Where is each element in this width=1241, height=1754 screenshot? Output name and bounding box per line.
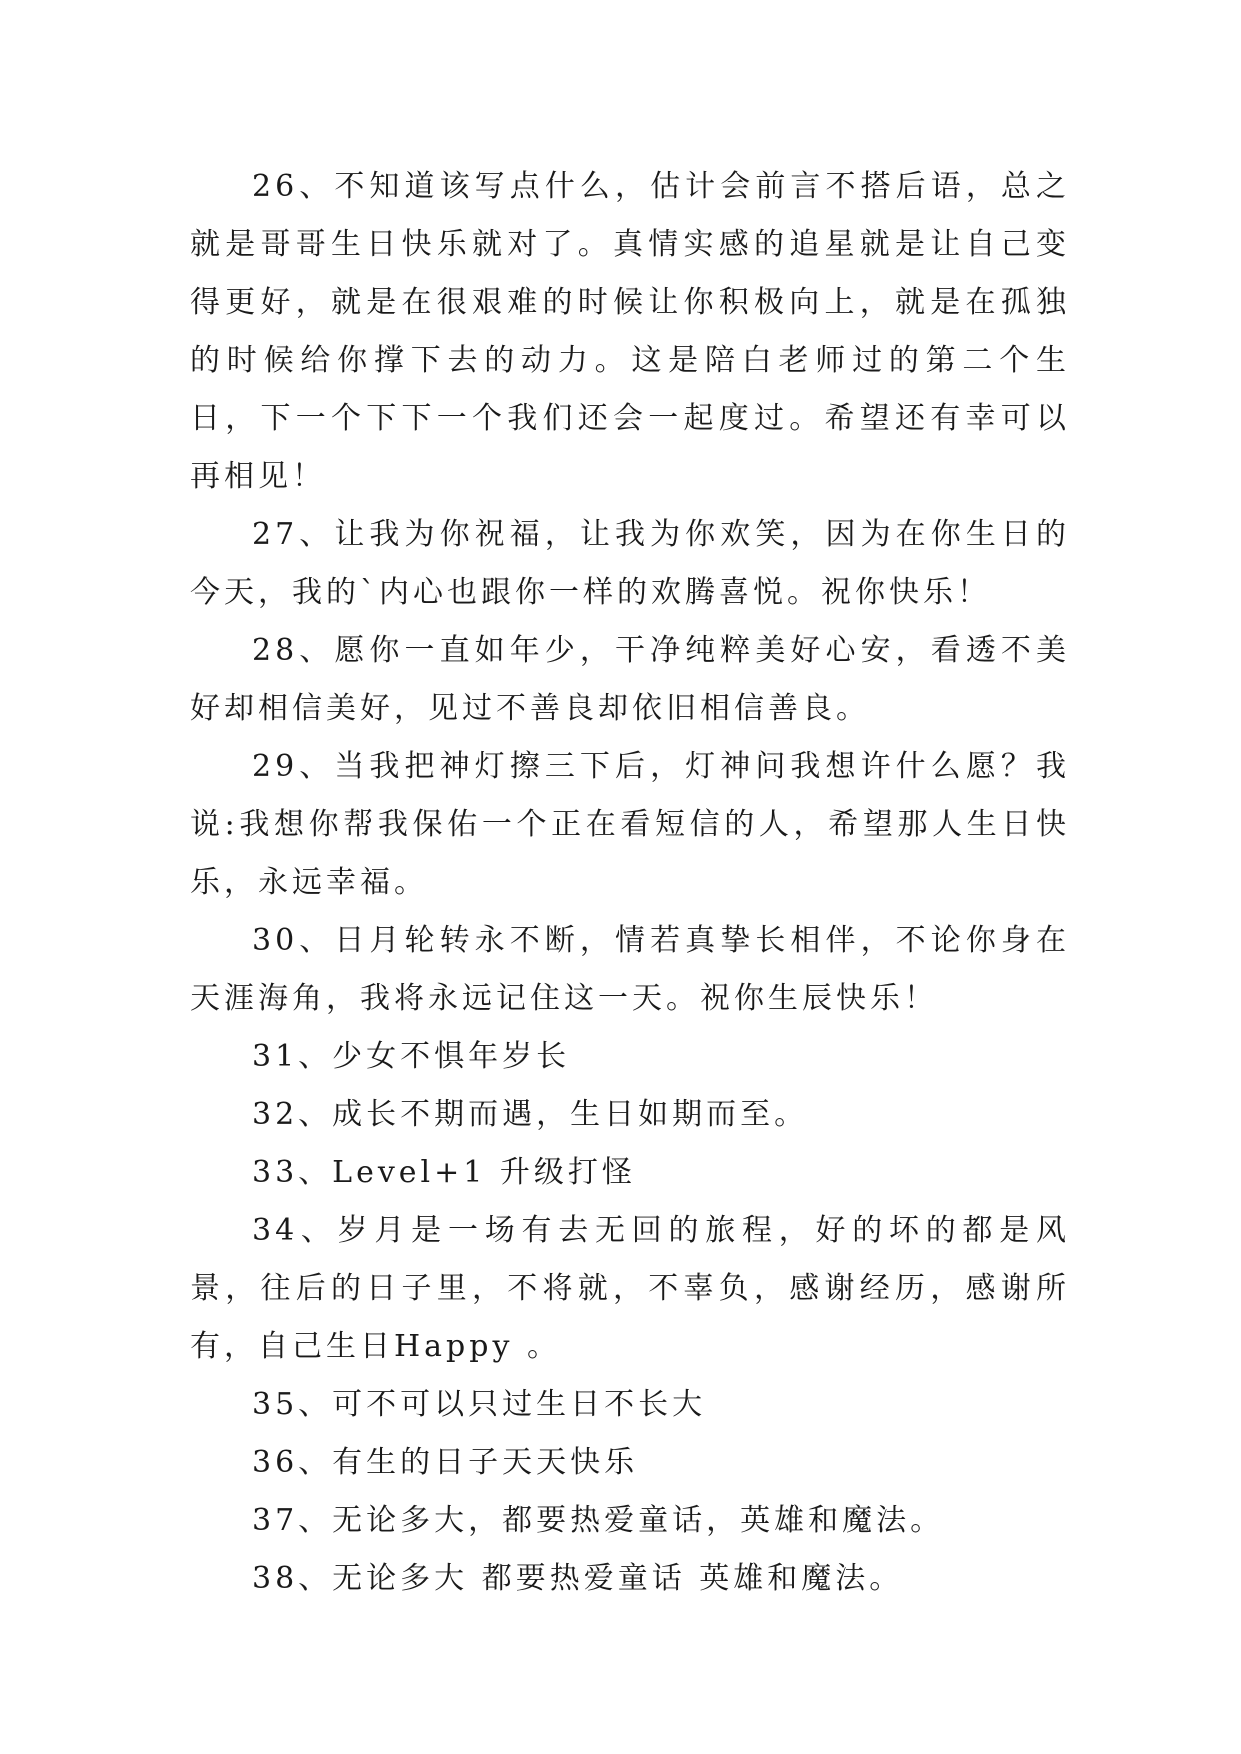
paragraph-37: 37、无论多大，都要热爱童话，英雄和魔法。 bbox=[252, 1503, 945, 1538]
document-body bbox=[190, 158, 1070, 1608]
paragraph-35: 35、可不可以只过生日不长大 bbox=[252, 1387, 707, 1422]
paragraph-29: 29、当我把神灯擦三下后，灯神问我想许什么愿？我说:我想你帮我保佑一个正在看短信的人，希望那人生日快乐，永远幸福。 bbox=[190, 749, 1070, 900]
paragraph-27: 27、让我为你祝福，让我为你欢笑，因为在你生日的今天，我的`内心也跟你一样的欢腾喜悦。祝你快乐！ bbox=[190, 517, 1070, 610]
paragraph-30: 30、日月轮转永不断，情若真挚长相伴，不论你身在天涯海角，我将永远记住这一天。祝你生辰快乐！ bbox=[190, 923, 1070, 1016]
paragraph-28: 28、愿你一直如年少，干净纯粹美好心安，看透不美好却相信美好，见过不善良却依旧相信善良。 bbox=[190, 633, 1070, 726]
paragraph-38: 38、无论多大 都要热爱童话 英雄和魔法。 bbox=[252, 1561, 904, 1596]
paragraph-32: 32、成长不期而遇，生日如期而至。 bbox=[252, 1097, 809, 1132]
paragraph-36: 36、有生的日子天天快乐 bbox=[252, 1445, 639, 1480]
paragraph-34: 34、岁月是一场有去无回的旅程，好的坏的都是风景，往后的日子里，不将就，不辜负，感谢经历，感谢所有，自己生日Happy 。 bbox=[190, 1213, 1070, 1364]
paragraph-26: 26、不知道该写点什么，估计会前言不搭后语，总之就是哥哥生日快乐就对了。真情实感的追星就是让自己变得更好，就是在很艰难的时候让你积极向上，就是在孤独的时候给你撑下去的动力。这是陪白老师过的第二个生日，下一个下下一个我们还会一起度过。希望还有幸可以再相见！ bbox=[190, 169, 1070, 494]
paragraph-33: 33、Level+1 升级打怪 bbox=[252, 1155, 636, 1190]
paragraph-31: 31、少女不惧年岁长 bbox=[252, 1039, 571, 1074]
